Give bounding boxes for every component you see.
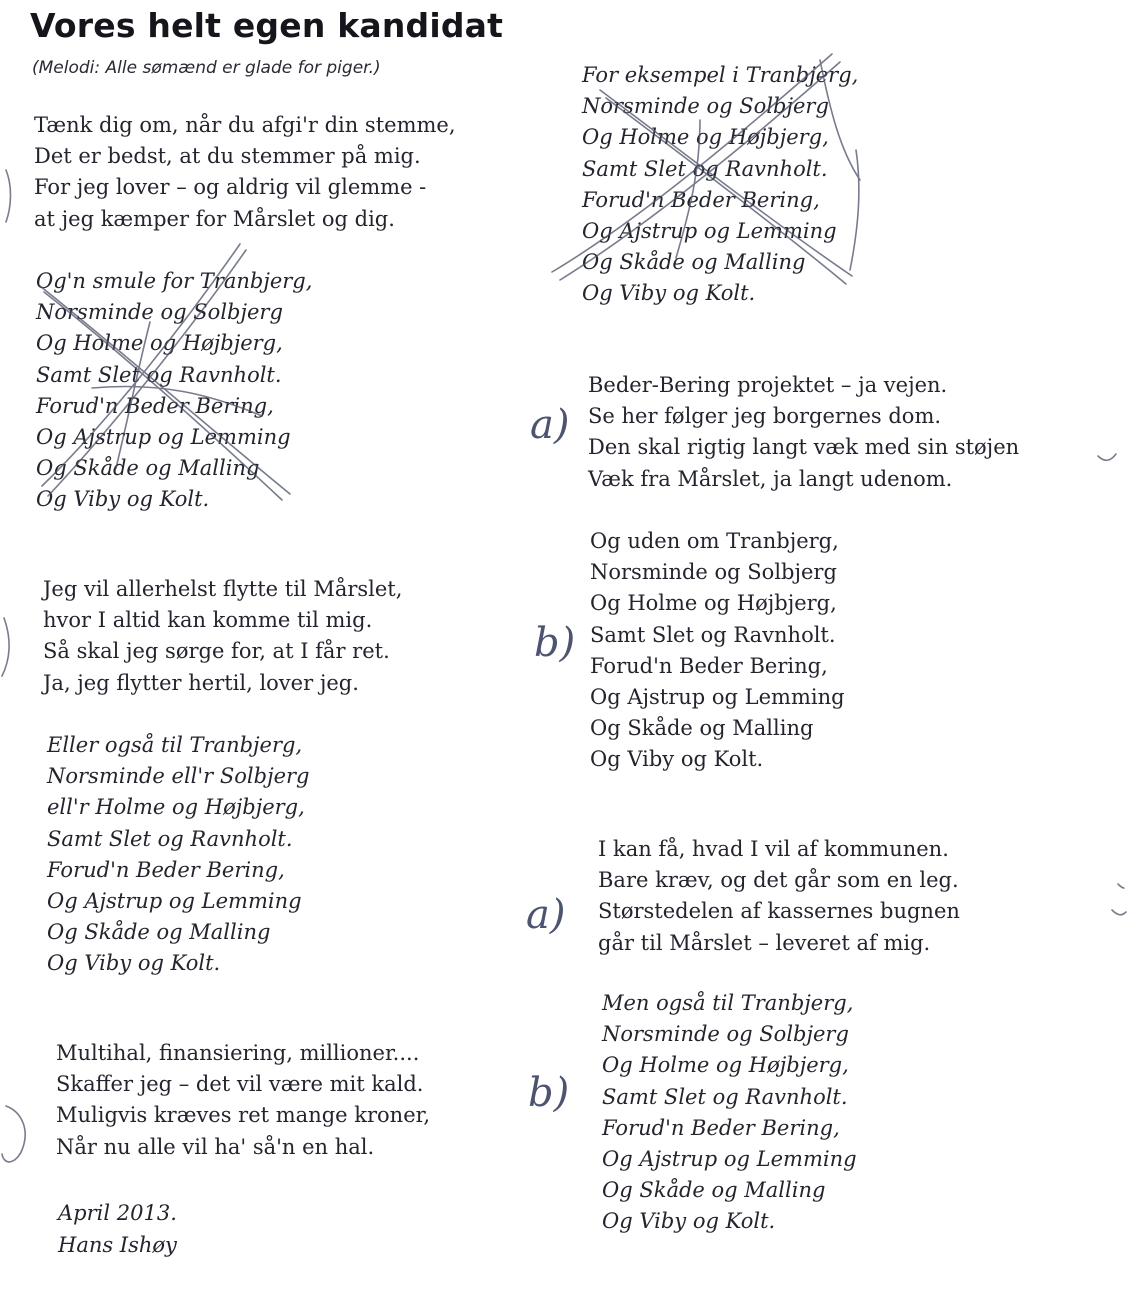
refrain-line: Samt Slet og Ravnholt. <box>582 156 828 181</box>
verse-line: For jeg lover – og aldrig vil glemme - <box>34 175 427 200</box>
refrain-line: Forud'n Beder Bering, <box>602 1115 840 1140</box>
refrain-line: Norsminde ell'r Solbjerg <box>47 764 310 789</box>
verse-line: Multihal, finansiering, millioner.... <box>56 1041 420 1065</box>
signature-block <box>58 1198 177 1261</box>
stanza-left-3 <box>56 1038 430 1163</box>
refrain-line: Samt Slet og Ravnholt. <box>590 622 836 647</box>
stanza-right-2 <box>598 834 960 959</box>
song-title: Vores helt egen kandidat <box>30 6 504 45</box>
refrain-line: Samt Slet og Ravnholt. <box>47 826 293 851</box>
refrain-line: Og uden om Tranbjerg, <box>590 529 839 553</box>
refrain-line: Eller også til Tranbjerg, <box>47 733 303 757</box>
verse-line: I kan få, hvad I vil af kommunen. <box>598 837 949 861</box>
stanza-left-1 <box>34 110 456 235</box>
refrain-line: ell'r Holme og Højbjerg, <box>47 795 305 820</box>
refrain-left-1 <box>36 266 312 516</box>
verse-line: Den skal rigtig langt væk med sin støjen <box>588 435 1020 460</box>
handwritten-a-mark: a) <box>526 892 566 938</box>
refrain-line: Og Skåde og Malling <box>602 1178 826 1203</box>
verse-line: hvor I altid kan komme til mig. <box>43 608 373 633</box>
verse-line: Tænk dig om, når du afgi'r din stemme, <box>34 113 456 137</box>
refrain-line: Forud'n Beder Bering, <box>47 857 285 882</box>
verse-line: Bare kræv, og det går som en leg. <box>598 868 959 893</box>
margin-tick <box>1098 454 1116 460</box>
verse-line: går til Mårslet – leveret af mig. <box>598 930 931 955</box>
refrain-line: Og Holme og Højbjerg, <box>602 1053 849 1078</box>
refrain-line: Norsminde og Solbjerg <box>36 300 283 325</box>
date-line: April 2013. <box>58 1201 177 1225</box>
refrain-line: Samt Slet og Ravnholt. <box>36 362 282 387</box>
refrain-line: For eksempel i Tranbjerg, <box>582 63 859 87</box>
verse-line: Størstedelen af kassernes bugnen <box>598 899 960 924</box>
refrain-line: Og Skåde og Malling <box>582 250 806 275</box>
verse-line: at jeg kæmper for Mårslet og dig. <box>34 206 395 231</box>
refrain-line: Og Ajstrup og Lemming <box>582 219 837 244</box>
verse-line: Muligvis kræves ret mange kroner, <box>56 1103 431 1128</box>
stanza-right-1 <box>588 370 1019 495</box>
refrain-right-3 <box>602 988 857 1238</box>
refrain-line: Forud'n Beder Bering, <box>582 187 820 212</box>
margin-tick <box>1118 884 1124 888</box>
verse-line: Jeg vil allerhelst flytte til Mårslet, <box>43 577 403 601</box>
author-line: Hans Ishøy <box>58 1232 177 1257</box>
refrain-right-1 <box>582 60 858 310</box>
refrain-right-2 <box>590 526 845 776</box>
refrain-line: Og Ajstrup og Lemming <box>47 889 302 914</box>
stanza-left-2 <box>43 574 402 699</box>
refrain-line: Og Ajstrup og Lemming <box>602 1147 857 1172</box>
refrain-line: Forud'n Beder Bering, <box>590 653 828 678</box>
refrain-line: Norsminde og Solbjerg <box>590 560 837 585</box>
handwritten-b-mark: b) <box>528 1070 570 1116</box>
refrain-line: Og Skåde og Malling <box>36 456 260 481</box>
refrain-line: Og Viby og Kolt. <box>590 747 764 772</box>
verse-line: Væk fra Mårslet, ja langt udenom. <box>588 466 953 491</box>
refrain-line: Og Skåde og Malling <box>590 716 814 741</box>
refrain-line: Og Skåde og Malling <box>47 920 271 945</box>
verse-line: Det er bedst, at du stemmer på mig. <box>34 144 421 169</box>
refrain-line: Og Ajstrup og Lemming <box>36 425 291 450</box>
margin-tick <box>1112 910 1126 915</box>
refrain-line: Og Ajstrup og Lemming <box>590 685 845 710</box>
refrain-line: Og Viby og Kolt. <box>47 951 221 976</box>
margin-bracket <box>2 618 9 676</box>
refrain-line: Og Holme og Højbjerg, <box>582 125 829 150</box>
verse-line: Så skal jeg sørge for, at I får ret. <box>43 639 390 664</box>
refrain-line: Og Holme og Højbjerg, <box>590 591 837 616</box>
margin-bracket <box>6 170 11 222</box>
refrain-line: Og Viby og Kolt. <box>582 281 756 306</box>
margin-bracket <box>2 1106 25 1162</box>
melody-note: (Melodi: Alle sømænd er glade for piger.) <box>32 58 381 78</box>
verse-line: Se her følger jeg borgernes dom. <box>588 404 942 429</box>
refrain-line: Samt Slet og Ravnholt. <box>602 1084 848 1109</box>
verse-line: Ja, jeg flytter hertil, lover jeg. <box>43 670 359 695</box>
refrain-line: Norsminde og Solbjerg <box>582 94 829 119</box>
refrain-line: Og Viby og Kolt. <box>602 1209 776 1234</box>
verse-line: Beder-Bering projektet – ja vejen. <box>588 373 948 397</box>
handwritten-a-mark: a) <box>530 402 570 448</box>
verse-line: Skaffer jeg – det vil være mit kald. <box>56 1072 424 1097</box>
refrain-line: Forud'n Beder Bering, <box>36 393 274 418</box>
refrain-line: Og Holme og Højbjerg, <box>36 331 283 356</box>
handwritten-b-mark: b) <box>534 620 576 666</box>
refrain-line: Norsminde og Solbjerg <box>602 1022 849 1047</box>
refrain-line: Og'n smule for Tranbjerg, <box>36 269 313 293</box>
refrain-line: Og Viby og Kolt. <box>36 487 210 512</box>
verse-line: Når nu alle vil ha' så'n en hal. <box>56 1134 375 1159</box>
refrain-left-2 <box>47 730 310 980</box>
refrain-line: Men også til Tranbjerg, <box>602 991 854 1015</box>
